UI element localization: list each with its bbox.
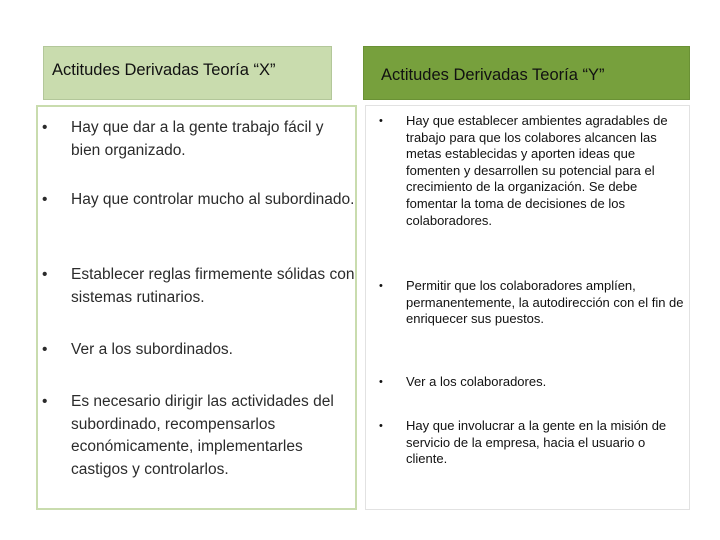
theory-x-item-text: Hay que dar a la gente trabajo fácil y bien organizado. — [71, 119, 324, 159]
theory-x-list — [36, 105, 357, 510]
theory-x-item — [38, 339, 355, 362]
bullet-icon: • — [42, 266, 48, 283]
theory-x-item — [38, 391, 355, 481]
theory-x-item — [38, 264, 355, 309]
theory-x-item — [38, 117, 355, 162]
theory-y-item — [366, 278, 690, 328]
bullet-icon: • — [42, 341, 48, 358]
theory-x-item-text: Ver a los subordinados. — [71, 341, 233, 358]
bullet-icon: • — [42, 191, 48, 208]
theory-x-item-text: Establecer reglas firmemente sólidas con sistemas rutinarios. — [71, 266, 355, 306]
theory-y-title: Actitudes Derivadas Teoría “Y” — [381, 65, 605, 84]
theory-y-item-text: Permitir que los colaboradores amplíen, permanentemente, la autodirección con el fin de enriquecer sus puestos. — [406, 278, 684, 327]
theory-x-title: Actitudes Derivadas Teoría “X” — [52, 61, 276, 79]
bullet-icon: • — [379, 376, 383, 388]
theory-x-item — [38, 189, 355, 212]
theory-y-item-text: Hay que establecer ambientes agradables de trabajo para que los colabores alcancen las metas establecidas y aporten ideas que fomenten y desarrollen su potencial para el crecimiento de la organización. Se debe fomentar la toma de decisiones de los colaboradores. — [406, 113, 668, 228]
bullet-icon: • — [42, 119, 48, 136]
theory-y-item-text: Ver a los colaboradores. — [406, 374, 547, 389]
theory-y-item — [366, 113, 690, 229]
theory-x-item-text: Es necesario dirigir las actividades del subordinado, recompensarlos económicamente, implementarles castigos y controlarlos. — [71, 393, 334, 478]
theory-x-item-text: Hay que controlar mucho al subordinado. — [71, 191, 355, 208]
theory-y-item — [366, 418, 690, 468]
theory-y-item-text: Hay que involucrar a la gente en la misión de servicio de la empresa, hacia el usuario o cliente. — [406, 418, 667, 467]
theory-x-header — [43, 46, 332, 100]
bullet-icon: • — [42, 393, 48, 410]
bullet-icon: • — [379, 420, 383, 432]
theory-y-list — [365, 105, 690, 510]
theory-y-item — [366, 374, 690, 391]
bullet-icon: • — [379, 280, 383, 292]
theory-y-header — [363, 46, 690, 100]
bullet-icon: • — [379, 115, 383, 127]
